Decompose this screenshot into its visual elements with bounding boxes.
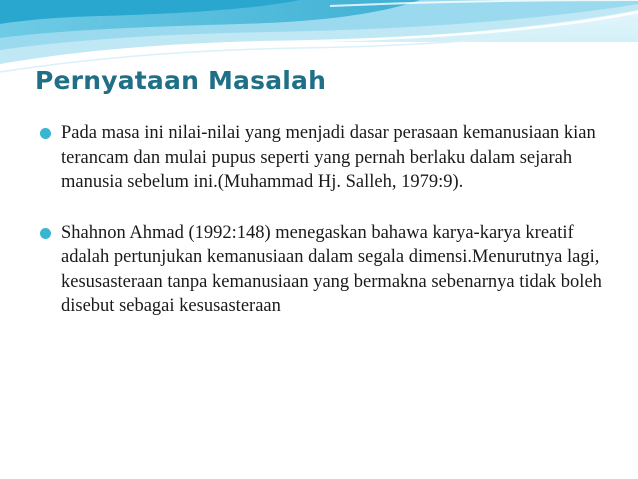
bullet-dot-icon <box>40 228 51 239</box>
bullet-item <box>38 121 608 195</box>
bullet-text: Pada masa ini nilai-nilai yang menjadi dasar perasaan kemanusiaan kian terancam dan mulai pupus seperti yang pernah berlaku dalam sejarah manusia sebelum ini.(Muhammad Hj. Salleh, 1979:9). <box>61 123 596 192</box>
slide-title: Pernyataan Masalah <box>35 66 327 95</box>
bullet-item <box>38 221 608 319</box>
bullet-dot-icon <box>40 128 51 139</box>
bullet-text: Shahnon Ahmad (1992:148) menegaskan bahawa karya-karya kreatif adalah pertunjukan kemanusiaan dalam segala dimensi.Menurutnya lagi, kesusasteraan tanpa kemanusiaan yang bermakna sebenarnya tidak boleh disebut sebagai kesusasteraan <box>61 222 602 316</box>
bullet-list <box>38 121 608 319</box>
